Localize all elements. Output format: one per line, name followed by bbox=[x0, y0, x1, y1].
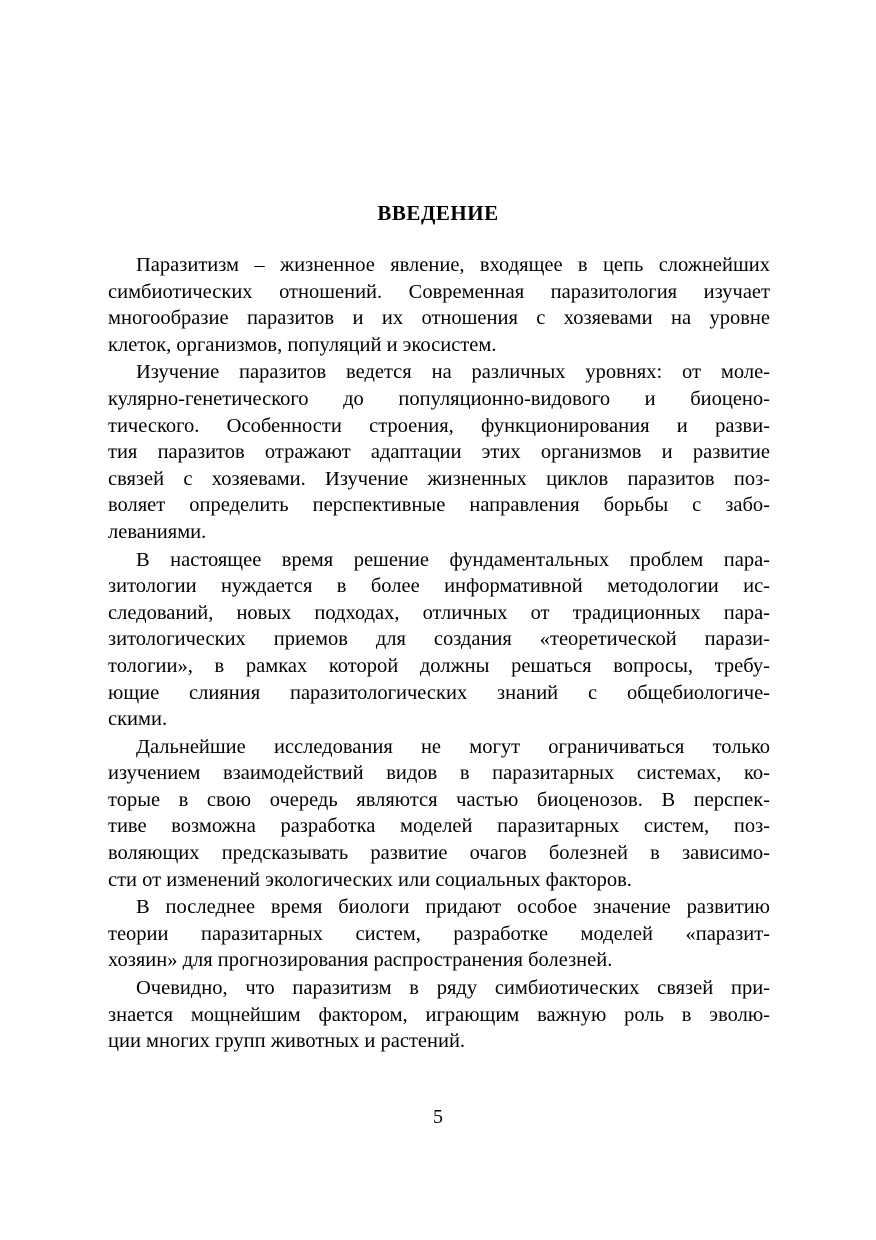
paragraph bbox=[108, 252, 770, 358]
text-line: симбиотических отношений. Современная паразитология изучает bbox=[108, 280, 770, 303]
body-text bbox=[108, 252, 770, 1056]
text-line: связей с хозяевами. Изучение жизненных циклов паразитов поз- bbox=[108, 467, 770, 490]
text-line: тия паразитов отражают адаптации этих организмов и развитие bbox=[108, 441, 770, 464]
text-line: ции многих групп животных и растений. bbox=[108, 1030, 466, 1053]
text-line: тического. Особенности строения, функционирования и разви- bbox=[108, 414, 770, 437]
text-line: сти от изменений экологических или социальных факторов. bbox=[108, 868, 632, 891]
text-line: Паразитизм – жизненное явление, входящее в цепь сложнейших bbox=[136, 254, 770, 276]
paragraph bbox=[108, 894, 770, 974]
page-number: 5 bbox=[433, 1106, 443, 1128]
paragraph bbox=[108, 359, 770, 545]
text-line: Дальнейшие исследования не могут ограничиваться только bbox=[136, 735, 770, 758]
text-line: изучением взаимодействий видов в паразитарных системах, ко- bbox=[108, 762, 770, 785]
paragraph bbox=[108, 547, 770, 733]
text-line: хозяин» для прогнозирования распространения болезней. bbox=[108, 949, 613, 972]
paragraph bbox=[108, 975, 770, 1055]
text-line: клеток, организмов, популяций и экосистем. bbox=[108, 333, 497, 356]
text-line: тологии», в рамках которой должны решаться вопросы, требу- bbox=[108, 654, 770, 677]
text-line: ющие слияния паразитологических знаний с общебиологиче- bbox=[108, 681, 770, 704]
text-line: торые в свою очередь являются частью биоценозов. В перспек- bbox=[108, 788, 770, 811]
text-line: В последнее время биологи придают особое значение развитию bbox=[136, 896, 770, 919]
text-line: В настоящее время решение фундаментальных проблем пара- bbox=[136, 548, 770, 571]
text-line: знается мощнейшим фактором, играющим важную роль в эволю- bbox=[108, 1003, 770, 1026]
text-line: многообразие паразитов и их отношения с хозяевами на уровне bbox=[108, 307, 770, 330]
text-line: кулярно-генетического до популяционно-видового и биоцено- bbox=[108, 387, 770, 410]
text-line: теории паразитарных систем, разработке моделей «паразит- bbox=[108, 922, 770, 945]
text-line: Изучение паразитов ведется на различных уровнях: от моле- bbox=[136, 361, 770, 384]
text-line: тиве возможна разработка моделей паразитарных систем, поз- bbox=[108, 815, 770, 838]
page-title: ВВЕДЕНИЕ bbox=[377, 201, 499, 225]
text-line: зитологии нуждается в более информативной методологии ис- bbox=[108, 575, 770, 598]
text-line: Очевидно, что паразитизм в ряду симбиотических связей при- bbox=[136, 977, 770, 1000]
text-line: леваниями. bbox=[108, 520, 207, 543]
text-line: скими. bbox=[108, 708, 168, 731]
text-line: воляющих предсказывать развитие очагов болезней в зависимо- bbox=[108, 842, 770, 865]
text-line: воляет определить перспективные направления борьбы с забо- bbox=[108, 494, 770, 517]
text-line: зитологических приемов для создания «теоретической парази- bbox=[108, 628, 770, 651]
text-line: следований, новых подходах, отличных от традиционных пара- bbox=[108, 601, 770, 624]
paragraph bbox=[108, 734, 770, 894]
